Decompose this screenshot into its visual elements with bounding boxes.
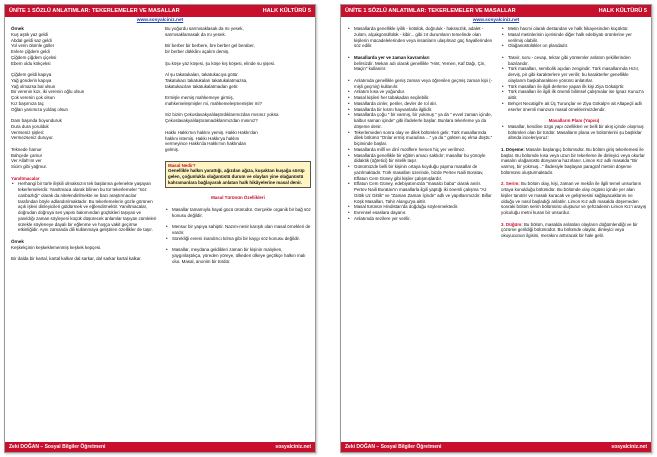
example-title: Örnek (11, 26, 24, 31)
rhyme-line: Takatukacı takatukaları takatukalatmazsa, (165, 77, 248, 83)
header-badge: HALK KÜLTÜRÜ 5 (598, 8, 647, 14)
bullet-item: • Anlatımda sezilere yer verilir. (347, 216, 493, 222)
rhyme-line: gelmiş. (165, 147, 180, 153)
bullet-item: • Masal kişileri her tabakadan seçilebilir. (347, 95, 493, 101)
bullet-item: • Masallarda millî ve dinî motiflere hemen hiç yer verilmez. (347, 147, 493, 153)
paragraph-label: 3. Düğüm: (501, 221, 523, 227)
rhyme-line: Yağ olmazsa bal olsun (11, 83, 56, 89)
rhyme-line: Çok verenin çok olsun (11, 95, 55, 101)
rhyme-line: Ebem oldu kökçeksi (11, 60, 51, 66)
rhyme-line: Kuş aştık yaz geldi (11, 31, 48, 37)
definition-box (165, 161, 311, 188)
rhyme-line: haklını istemiş. Hakkı Hakkı'ya haklını (165, 135, 240, 141)
paragraph-label: 2. Serim: (501, 181, 520, 187)
rhyme-line: Çekoslavakyalılaştıramadıklarımızdan mısınız? (165, 118, 258, 124)
rhyme-line: bir berber dükkânı açalım demiş. (165, 49, 230, 55)
bullet-item: • Eflatun Cem Güney, edebiyatımızda "masalcı baba" olarak anılır. Pertev Naili Boratav'ın masallarla ilgili yaptığı iki önemli çalışma "Az Gittik Uz Gittik" ve "Zaman Zaman İçinde" adlı ve yapıtlarımızdır. Billur Köşk Masalları, Tahir Alangu'ya aittir. (347, 181, 493, 204)
paragraph-text: Bu bölüm olay, kişi, zaman ve mekân ile ilgili temel unsurların ortaya konulduğu bölümdür. Bu bölümde olay örgüsü içinde yer alan kişiler tanıtılır ve masalı kuracak ve gelişmesini sağlayacaklarını ne olduğu ve nasıl başladığı anlatılır. Limon Kız adlı masalda döşemeden sonraki bölüm serim bölümünü oluşturur ve şehzadenin Limon Kız'ı arayış yolculuğu metni kuran bir unsurdur. (501, 181, 647, 216)
rhyme-line: Sicim gibi yağmur. (11, 164, 48, 170)
rhyme-line: Ver Allah'ım ver (11, 158, 42, 164)
bullet-item: • Masallarda genellikle bir eğitim amacı saklıdır; masallar bu yönüyle didaktik (öğretici) bir nitelik taşır. (347, 153, 493, 165)
paragraph-text: Masalın başlangıç bölümüdür. Bu bölüm giriş tekerlemesi ile başlar. Bu bölümde kısa veya uzun bir tekerleme ile dinleyici veya okurlar masalın olağanüstü dünyasına hazırlanır. Limon Kız adlı masalda "Bir varmış, bir yokmuş..." ifadesiyle başlayan paragraf metnin döşeme bölümünü oluşturmaktadır. (501, 146, 645, 175)
footer-author: Zeki DOĞAN – Sosyal Bilgiler Öğretmeni (9, 444, 106, 450)
bullet-item: • Masallarda çoğu " bir varmış, bir yokmuş " ya da " evvel zaman içinde, kalbur saman içinde" gibi ifadelerle başlar. Bunlara tekerleme ya da döşeme denir. (347, 112, 493, 129)
bullet-item: • Behçet Necatigil'e ait Üç Turunçlar ve Ziya Gökalp'e ait Altapeçli adlı eserler önemli manzum masal örneklerimizdendir. (501, 101, 647, 113)
bullet-item: • Tasvir, soru - cevap, tekrar gibi yöntemler anlatım şekillerinden bazılarıdır. (501, 55, 647, 67)
section-title: Masal Türünün Özellikleri (211, 195, 265, 201)
bullet-item: • Anlatımda genellikle geniş zaman veya öğrenilen geçmiş zaman kipi (-mişli geçmiş) kullanılır. (347, 78, 493, 90)
rhyme-line: Bir verenin kızı, iki verenin oğlu olsun (11, 89, 85, 95)
rhyme-line: Evlere çiğdem geldi (11, 49, 50, 54)
bullet-item: • Metin hacmi olarak destandan ve halk hikayesinden küçüktür. (501, 26, 647, 32)
bullet-item: • Masal türünün Hindistan'da doğduğu söylenmektedir. (347, 204, 493, 210)
rhyme-line: Dam başında boyunduruk (11, 118, 62, 124)
rhyme-line: Vermezseniz duruyor. (11, 135, 54, 141)
bullet-item: • Günümüzde belli bir kişinin ortaya koyduğu yapma masallar de yazılmaktadır. Türk masalları üzerinde, bizde Pertev Naili Boratav, Eflatun Cem Güney gibi kişiler çalışmışlardır. (347, 164, 493, 181)
rhyme-line: Çiğdem geldi kapıya (11, 72, 52, 78)
bullet-item: • Masallar, meydana geldikleri zaman bir kişinin malıyken, yaygınlaştıkça, yöreden yöreye, ülkeden ülkeye geçtikçe halkın malı olur. Masal, anonim bir türdür. (165, 247, 311, 264)
rhyme-line: Siz bizim Çekoslavakyalılaştırdıklarımızdan mısınız yoksa (165, 112, 279, 118)
bullet-item: • Masallarda genellikle iyilik - kötülük, doğruluk - hakssızlık, adalet - zulüm, alçakgönüllülük - kibir... gibi zıt durumların temelinde olan kişilerin mücadelelerinden veya insanların ulaşılmaz güç hayallerinden söz edilir. (347, 26, 493, 49)
rhyme-line: Oğlan yanımıza yoldaş olsun (11, 106, 68, 112)
bullet-item: • Tekerlemeden sonra olay ve dilek bölümleri gelir. Türk masallarında dilek bölümü "Onlar ermiş muradına ..." ya da " gökten üç elma düştü." biçiminde başlar. (347, 130, 493, 147)
example-text: Keşkekçinin keşkeklemenmiş keşkek kepçesi. (11, 244, 102, 250)
box-title: Masal Nedir? (168, 162, 196, 168)
rhyme-line: Hakkı Hakkı'nın haklını yemiş. Hakkı Hakkı'dan (165, 129, 258, 135)
paragraph-text: Bu bölüm, masalda anlatılan olayların düğümlendiği ve bir çözüme gerildiği bölümüdür. Bu bölümde olaylar, dinleyici veya okuyucunun ilgisini, merakını arttıracak bir hale gelir. (501, 221, 638, 239)
document-page-2 (340, 4, 652, 453)
header-url[interactable]: www.sosyalciniz.net (136, 18, 184, 23)
bullet-item: • Türk masalları ile ilgili derleme yapan ilk kişi Ziya Gökalp'tir. (501, 84, 647, 90)
document-page-1 (4, 4, 316, 453)
rhyme-line: Bu yoğurdu sarmısaklasak da mı yesek, (165, 26, 244, 31)
rhyme-line: Yol verin ölümle güller (11, 43, 55, 49)
bullet-item: • Masallar, kendine özgü yapı özellikleri ve belli bir akış içinde oluşmuş bölümleri olan bir türdür. Masalların plana ve bölümlerini şu başlıklar altında inceleriyoruz: (501, 124, 647, 141)
page-footer (5, 442, 315, 452)
bullet-item: • Türk masalları, sembolik açıdan zengindir. Türk masallarında Hızır, derviş, pir gibi karakterlere yer verilir; bu karakterler genellikle olaylarım başkaharaktere yönünü anlatırlar. (501, 66, 647, 83)
page2-column-1 (347, 26, 493, 222)
bullet-item: • Masallarda bir kısmı hayvanlarla ilgilidir. (347, 107, 493, 113)
page2-column-2 (501, 26, 647, 239)
paragraph (501, 181, 647, 216)
section-title: Yanıltmacalar (11, 175, 40, 181)
page-footer (341, 442, 651, 452)
rhyme-line: sarmısaklamasak da mı yesek. (165, 31, 226, 37)
rhyme-line: Abdal geldi saz geldi (11, 37, 52, 43)
bullet-item: • Türk masalları ile ilgili ilk önemli bilimsel çalışmalar ise İgnaz Kunoz'a aittir. (501, 89, 647, 101)
bullet-title: • Masallarda yer ve zaman kavramları (347, 55, 493, 61)
rhyme-line: Yağ gönderin kapıya (11, 77, 52, 83)
box-text: Genellikle halkın yarattığı, ağızdan ağıza, kuşaktan kuşağa sürüp gelen, çoğunlukla olağanüstü durum ve olayları yine olağanüstü kahramanlara bağlayarak anlatan halk hikâyelerine masal denir. (168, 168, 305, 185)
footer-author: Zeki DOĞAN – Sosyal Bilgiler Öğretmeni (345, 444, 442, 450)
paragraph (501, 147, 647, 176)
bullet-item: • Masallar tamamıyla hayal gücü ürünüdür. Gerçekle organik bir bağ söz konusu değildir. (165, 207, 311, 219)
bullet-item: • Anlatım kısa ve yoğundur. (347, 89, 493, 95)
rhyme-line: Verirseniz şişleri: (11, 129, 45, 135)
paragraph-label: 1. Döşeme: (501, 146, 525, 152)
rhyme-line: Kız başımıza taç (11, 100, 44, 106)
header-url[interactable]: www.sosyalciniz.net (472, 18, 520, 23)
bullet-item: • Sürekliği evreni inandırıcı kılma gibi bir kaygı söz konusu değildir. (165, 236, 311, 242)
rhyme-line: vermeyince Hakkı'da Hakkı'nın haklından (165, 141, 247, 147)
page1-column-1 (11, 26, 157, 262)
rhyme-line: Bir berber bir berbere, bre berber gel beraber, (165, 43, 255, 49)
page-header (5, 5, 315, 17)
rhyme-line: Şu köşe yaz köşesi, şu köşe kış köşesi, elinde su şişesi. (165, 60, 276, 66)
bullet-text: belirsizdir. Mekan adı olarak genellikle "Hint, Yemen, Kaf Dağı, Çin, Maçin" kullanılır. (354, 60, 486, 72)
footer-url[interactable]: sosyalciniz.net (275, 444, 311, 450)
bullet-item: • Mensur bir yapıya sahiptir. Nazım-nesir karışık olan masal örnekleri de vardır. (165, 224, 311, 236)
bullet-item: • Masallarda cinler, periler, devler de rol alır. (347, 101, 493, 107)
paragraph (501, 222, 647, 239)
rhyme-line: mahkemeleşmişler mi, mahkemeleşmemişler mi? (165, 100, 262, 106)
bullet-item: • Herhangi bir türle ilişkili olmaksızın tek başlarına gelenekte yaşayan tekerlemelerdir. Yanıltmaca olarak bilinen bu tür tekerlemeler "söz canbazlığı" olarak da nitelendirilmekte ve bazı araştırmacılar tarafından böyle adlandırılmaktadır. Bu tekerlemelerin gözle görünen açık işlevi dinleyicileri güldürmek ve eğlendirmektir. Yanıltmacalar, doğrudan doğruya ses yapısı bakımından güçlükleri taşıyan ve yanıldığı zaman söyleyeni küçük düşürecek anlamlar taşıyan cümleleri sürekle söyleneye dayalı bir eğlenme ve hoşça vakit geçirme etkinliğidir. Aynı zamanda dili kullanmaya geliştiren özellikler de taşır. (11, 181, 157, 233)
example-text: Bir dalda bir kartal, kartal kalkar dal sarkar, dal sarkar kartal kalkar. (11, 256, 142, 262)
header-title: ÜNİTE 1 SÖZLÜ ANLATIMLAR: TEKERLEMELER VE MASALLAR (9, 8, 180, 14)
rhyme-line: Çiğdem çiğdem çiçeksi (11, 54, 57, 60)
rhyme-line: Dura dura yorulduk (11, 123, 49, 129)
bullet-item: • Masal metinlerinin içerisinde diğer halk edebiyatı ürünlerine yer verilmiş olabilir. (501, 32, 647, 44)
example-title: Örnek (11, 238, 24, 244)
page1-column-2 (165, 26, 311, 265)
rhyme-line: Teknede hamur (11, 146, 42, 152)
header-title: ÜNİTE 1 SÖZLÜ ANLATIMLAR: TEKERLEMELER VE MASALLAR (345, 8, 516, 14)
rhyme-line: takatukacıları takatukalatmadan getir. (165, 83, 239, 89)
bullet-item: • Olağanüstülükler on plandadır. (501, 43, 647, 49)
header-badge: HALK KÜLTÜRÜ 5 (262, 8, 311, 14)
section-title: Masalların Planı (Yapısı) (548, 118, 600, 124)
footer-url[interactable]: sosyalciniz.net (611, 444, 647, 450)
rhyme-line: Bahçede çamur (11, 152, 43, 158)
rhyme-line: Ermişle memiş mahkemeye girmiş, (165, 95, 234, 101)
page-header (341, 5, 651, 17)
rhyme-line: Al şu takatukaları, takatukacıya götür. (165, 72, 239, 78)
bullet-item: • Evrensel esaslara dayanır. (347, 210, 493, 216)
